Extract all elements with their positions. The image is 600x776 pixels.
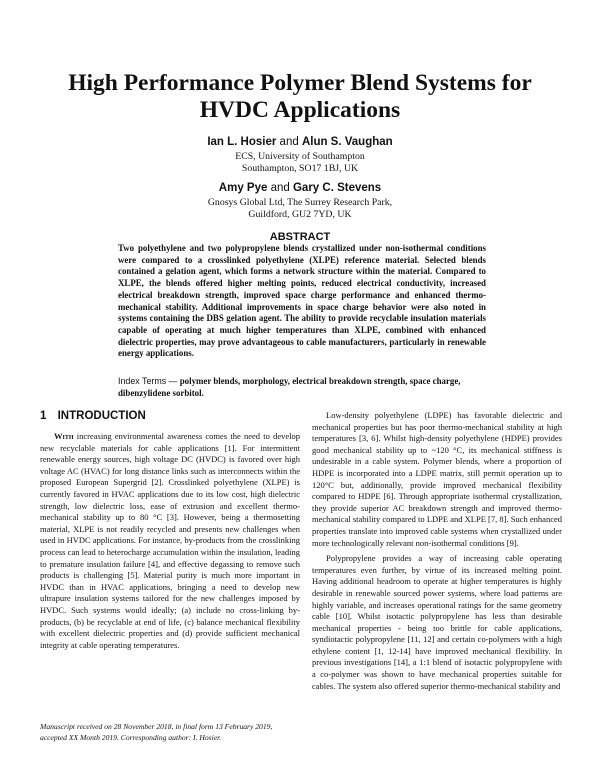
affiliation-2-line-2: Guildford, GU2 7YD, UK <box>248 209 352 220</box>
intro-paragraph-3: Polypropylene provides a way of increasing cable operating temperatures even further, by virtue of its increased melting point. Having additional headroom to operate at higher temperatures is highly desirable in renewable sourced power systems, where load patterns are highly variable, and increases operational ratings for the same geometry cable [10]. Whilst isotactic polypropylene has less than desirable mechanical properties - being too brittle for cable applications, syndiotactic polypropylene [11, 12] and certain co-polymers with a high ethylene content [1, 12-14] have improved mechanical flexibility. In previous investigations [14], a 1:1 blend of isotactic polypropylene with a co-polymer was shown to have mechanical properties suitable for cables. The system also offered superior thermo-mechanical stability and <box>312 553 562 691</box>
manuscript-footnote: Manuscript received on 28 November 2018, in final form 13 February 2019, accepted XX Month 2019. Corresponding author: I. Hosier. <box>40 722 273 742</box>
index-terms-text: polymer blends, morphology, electrical breakdown strength, space charge, dibenzylidene sorbitol. <box>118 376 461 398</box>
paper-title: High Performance Polymer Blend Systems for HVDC Applications <box>68 70 532 123</box>
author-name: Alun S. Vaughan <box>301 136 393 148</box>
author-conjunction: and <box>270 182 290 194</box>
section-title: INTRODUCTION <box>57 410 146 422</box>
author-line-2 <box>40 182 560 194</box>
intro-paragraph-1-text: increasing environmental awareness comes the need to develop new recyclable materials for cable applications [1]. For intermittent renewable energy sources, high voltage DC (HVDC) is favored over high voltage AC (HVAC) for long distance links such as interconnects within the proposed European Supergrid [2]. Crosslinked polyethylene (XLPE) is currently favored in HVAC applications due to its low cost, high dielectric strength, low dielectric loss, ease of extrusion and excellent thermo-mechanical stability up to 80 °C [3]. However, being a thermosetting material, XLPE is not readily recycled and presents new challenges when used in HVDC applications. For instance, by-products from the crosslinking process can lead to heterocharge accumulation within the insulation, leading to premature insulation failure [4], and effective degassing to remove such products is challenging [5]. Material purity is much more important in HVDC than in HVAC applications, bringing a need to develop new ultrapure insulation systems tailored for the new challenges imposed by HVDC. Such systems would ideally; (a) include no cross-linking by-products, (b) be recyclable at end of life, (c) balance mechanical flexibility with excellent dielectric properties and (d) provide sufficient mechanical integrity at cable operating temperatures. <box>40 431 300 650</box>
author-name: Ian L. Hosier <box>207 136 277 148</box>
index-terms-label: Index Terms — <box>118 376 178 386</box>
intro-paragraph-2: Low-density polyethylene (LDPE) has favorable dielectric and mechanical properties but has poor thermo-mechanical stability at high temperatures [3, 6]. Whilst high-density polyethylene (HDPE) provides good mechanical stability up to ~120 °C, its mechanical stiffness is undesirable in a cable system. Polymer blends, where a proportion of HDPE is incorporated into a LDPE matrix, still permit operation up to 120°C but, additionally, provide improved mechanical flexibility compared to HDPE [6]. Through appropriate isothermal crystallization, they provide superior AC breakdown strength and improved thermo-mechanical stability compared to LDPE and XLPE [7, 8]. Such enhanced properties translate into improved cable systems when crystallized under more technologically relevant non-isothermal conditions [9]. <box>312 410 562 548</box>
abstract-text: Two polyethylene and two polypropylene blends crystallized under non-isothermal conditions were compared to a crosslinked polyethylene (XLPE) reference material. Selected blends contained a gelation agent, which forms a network structure within the material. Compared to XLPE, the blends offered higher melting points, reduced electrical conductivity, increased electrical breakdown strength, improved space charge performance and enhanced thermo-mechanical stability. Additional improvements in space charge behavior were also noted in systems containing the DBS gelation agent. The ability to provide recyclable insulation materials capable of operating at much higher temperatures than XLPE, combined with enhanced dielectric properties, may prove advantageous to cable manufacturers, particularly in renewable energy applications. <box>118 243 486 359</box>
affiliation-2-line-1: Gnosys Global Ltd, The Surrey Research Park, <box>207 197 393 208</box>
abstract-heading: ABSTRACT <box>269 231 331 243</box>
index-terms <box>118 376 486 399</box>
author-line-1 <box>40 136 560 148</box>
author-name: Amy Pye <box>218 182 268 194</box>
left-column <box>40 431 300 651</box>
intro-paragraph-1 <box>40 431 300 651</box>
right-column <box>312 410 562 692</box>
author-conjunction: and <box>279 136 299 148</box>
section-heading-introduction <box>40 410 300 422</box>
section-number: 1 <box>40 410 47 422</box>
drop-lead-word: With <box>54 431 74 441</box>
author-name: Gary C. Stevens <box>292 182 382 194</box>
affiliation-1-line-1: ECS, University of Southampton <box>235 151 365 162</box>
affiliation-1-line-2: Southampton, SO17 1BJ, UK <box>241 163 359 174</box>
